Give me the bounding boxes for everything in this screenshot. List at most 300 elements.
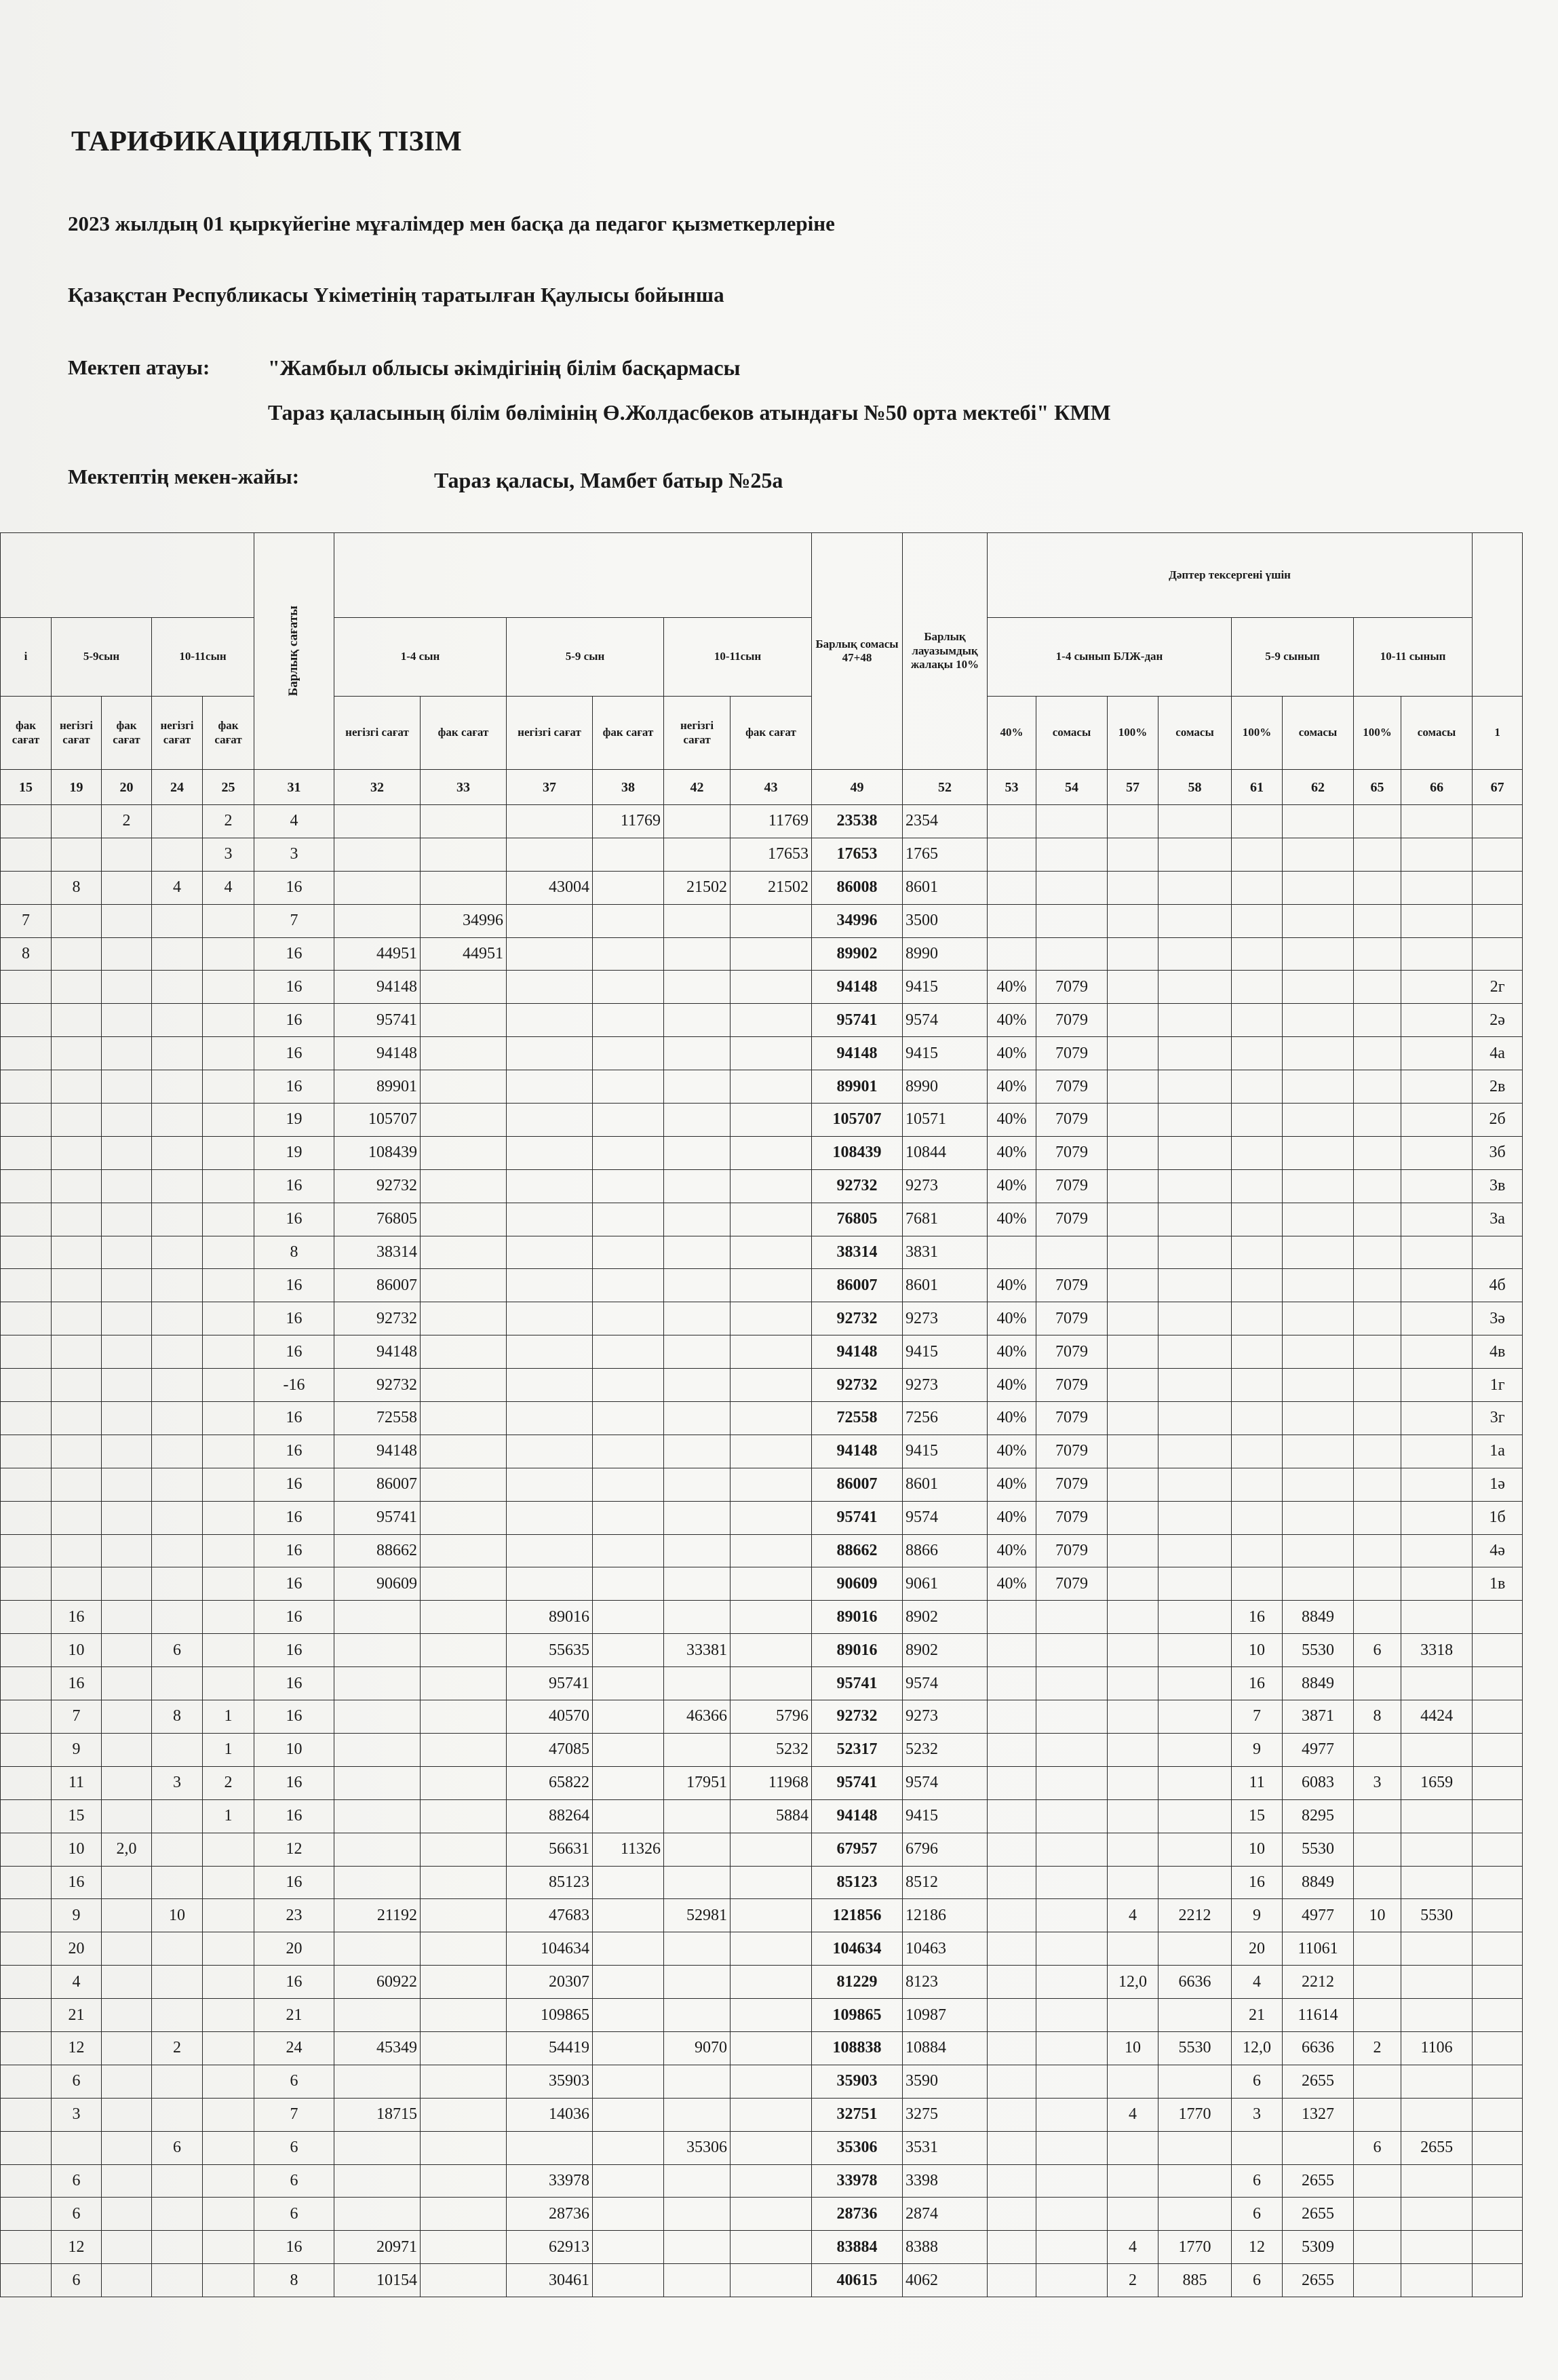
table-cell: 8 [1, 937, 52, 971]
table-cell [1473, 904, 1523, 937]
table-cell: 6 [52, 2065, 102, 2098]
table-cell: 4977 [1283, 1899, 1354, 1932]
table-row [1, 1501, 1523, 1534]
table-cell: 7079 [1036, 1534, 1108, 1567]
table-cell [152, 937, 203, 971]
table-cell [152, 2098, 203, 2131]
cut-right-sub: 1 [1473, 697, 1523, 770]
table-cell [1158, 1799, 1232, 1833]
blank-header [1, 533, 254, 618]
table-cell: 16 [254, 971, 334, 1004]
table-cell: 7079 [1036, 1203, 1108, 1236]
table-cell: 16 [1232, 1866, 1283, 1899]
table-cell [1283, 1004, 1354, 1037]
table-cell [1, 1932, 52, 1966]
table-cell [1232, 871, 1283, 904]
table-cell [507, 1369, 593, 1402]
table-cell: 24 [254, 2031, 334, 2065]
table-cell: 40615 [812, 2264, 903, 2297]
table-cell: 3 [254, 838, 334, 871]
table-cell: 6 [1354, 1634, 1401, 1667]
table-cell [1283, 871, 1354, 904]
table-cell [334, 1667, 421, 1700]
table-cell [731, 1501, 812, 1534]
table-cell [1158, 937, 1232, 971]
table-cell [421, 2198, 507, 2231]
column-number: 33 [421, 770, 507, 805]
table-row [1, 2065, 1523, 2098]
table-cell [334, 1700, 421, 1734]
table-cell [1, 1236, 52, 1269]
table-cell [507, 1567, 593, 1601]
column-number: 19 [52, 770, 102, 805]
table-cell [1108, 1534, 1158, 1567]
table-cell [421, 1037, 507, 1070]
table-cell: 4 [52, 1966, 102, 1999]
table-cell [334, 805, 421, 838]
table-cell [664, 1567, 731, 1601]
table-cell [507, 1070, 593, 1104]
table-cell: 33381 [664, 1634, 731, 1667]
table-cell [664, 1966, 731, 1999]
table-cell [421, 1999, 507, 2032]
table-cell [593, 1667, 664, 1700]
table-cell [1401, 2164, 1473, 2198]
table-cell: 86007 [812, 1269, 903, 1302]
table-cell: 76805 [812, 1203, 903, 1236]
table-cell [152, 1435, 203, 1468]
table-cell: 8866 [903, 1534, 988, 1567]
table-cell: 40% [988, 1169, 1036, 1203]
table-cell: 40% [988, 1037, 1036, 1070]
table-cell [1354, 2198, 1401, 2231]
table-cell [1108, 1999, 1158, 2032]
table-cell [1354, 1070, 1401, 1104]
table-cell [1283, 1369, 1354, 1402]
table-cell [421, 2098, 507, 2131]
table-cell: 1б [1473, 1501, 1523, 1534]
main-hour-header: негізгі сағат [334, 697, 421, 770]
table-cell [1354, 1833, 1401, 1866]
table-cell [1158, 2131, 1232, 2164]
table-cell [52, 1369, 102, 1402]
column-number: 15 [1, 770, 52, 805]
table-cell [421, 1766, 507, 1799]
table-cell [988, 871, 1036, 904]
table-cell [1401, 1567, 1473, 1601]
table-cell [102, 1004, 152, 1037]
table-cell [52, 971, 102, 1004]
table-cell [1473, 1634, 1523, 1667]
main-hour-header: негізгі сағат [664, 697, 731, 770]
table-cell: 89901 [334, 1070, 421, 1104]
table-cell [731, 937, 812, 971]
table-cell [1036, 1601, 1108, 1634]
table-cell [334, 1799, 421, 1833]
table-cell [1401, 1269, 1473, 1302]
table-cell: 12186 [903, 1899, 988, 1932]
table-cell: 2в [1473, 1070, 1523, 1104]
table-cell [1036, 2231, 1108, 2264]
table-cell: 18715 [334, 2098, 421, 2131]
table-cell [1, 1999, 52, 2032]
table-cell [152, 1369, 203, 1402]
table-cell: 40% [988, 1534, 1036, 1567]
table-cell: 92732 [334, 1369, 421, 1402]
table-cell [334, 2065, 421, 2098]
table-cell [52, 1070, 102, 1104]
table-cell [1354, 1966, 1401, 1999]
table-cell [203, 1402, 254, 1435]
table-cell [988, 1999, 1036, 2032]
table-cell [1401, 1866, 1473, 1899]
table-cell [102, 1766, 152, 1799]
table-cell [1, 2198, 52, 2231]
table-cell [988, 1866, 1036, 1899]
table-cell [1, 1269, 52, 1302]
table-cell: 2 [152, 2031, 203, 2065]
table-cell: 9061 [903, 1567, 988, 1601]
table-cell [1401, 1932, 1473, 1966]
table-row [1, 1634, 1523, 1667]
table-cell: 16 [52, 1667, 102, 1700]
table-row [1, 1269, 1523, 1302]
table-cell: 16 [254, 1302, 334, 1335]
table-cell [1108, 1468, 1158, 1501]
table-cell: 65822 [507, 1766, 593, 1799]
table-cell: 1106 [1401, 2031, 1473, 2065]
table-cell: 8 [254, 1236, 334, 1269]
table-cell [507, 1534, 593, 1567]
table-cell [1158, 1435, 1232, 1468]
table-cell [664, 2198, 731, 2231]
table-cell [988, 2264, 1036, 2297]
table-cell: 92732 [334, 1302, 421, 1335]
table-cell [1158, 1932, 1232, 1966]
table-cell [102, 971, 152, 1004]
table-cell [1283, 1104, 1354, 1137]
table-cell: 4 [1108, 2098, 1158, 2131]
table-cell [988, 1733, 1036, 1766]
table-cell [421, 1169, 507, 1203]
table-cell [1158, 1634, 1232, 1667]
table-cell [1108, 1037, 1158, 1070]
table-cell [731, 1932, 812, 1966]
column-number: 20 [102, 770, 152, 805]
table-cell [593, 1037, 664, 1070]
table-cell: 6636 [1283, 2031, 1354, 2065]
table-cell [1401, 971, 1473, 1004]
column-number: 32 [334, 770, 421, 805]
table-cell [1473, 1999, 1523, 2032]
table-cell: 8 [1354, 1700, 1401, 1734]
table-cell: 16 [254, 1501, 334, 1534]
table-cell [988, 1601, 1036, 1634]
table-cell [1, 2231, 52, 2264]
table-row [1, 1534, 1523, 1567]
table-cell [1232, 1567, 1283, 1601]
table-cell [203, 1468, 254, 1501]
table-cell: 45349 [334, 2031, 421, 2065]
table-cell [731, 2065, 812, 2098]
table-cell: 10987 [903, 1999, 988, 2032]
table-cell: 9273 [903, 1700, 988, 1734]
table-cell: 885 [1158, 2264, 1232, 2297]
table-cell [593, 1136, 664, 1169]
table-cell [1036, 1236, 1108, 1269]
table-cell [1232, 1236, 1283, 1269]
table-cell [988, 1966, 1036, 1999]
table-cell [334, 2198, 421, 2231]
table-cell [1401, 805, 1473, 838]
table-cell [1354, 1501, 1401, 1534]
table-cell: 1 [203, 1799, 254, 1833]
table-cell [334, 1601, 421, 1634]
table-cell: 6 [52, 2264, 102, 2297]
table-cell: 35306 [664, 2131, 731, 2164]
column-number: 25 [203, 770, 254, 805]
table-cell: 89901 [812, 1070, 903, 1104]
table-cell [152, 971, 203, 1004]
table-cell [102, 1866, 152, 1899]
table-cell [1401, 2065, 1473, 2098]
table-cell: 19 [254, 1136, 334, 1169]
table-cell [102, 838, 152, 871]
table-cell [1232, 971, 1283, 1004]
table-cell [334, 2164, 421, 2198]
table-cell [52, 1567, 102, 1601]
table-cell: 43004 [507, 871, 593, 904]
table-cell [152, 1136, 203, 1169]
table-cell [334, 2131, 421, 2164]
table-cell: 7 [1232, 1700, 1283, 1734]
table-cell [1, 838, 52, 871]
table-cell [1283, 971, 1354, 1004]
table-cell [1401, 1302, 1473, 1335]
fact-hour-header: фак сағат [102, 697, 152, 770]
table-cell [203, 904, 254, 937]
table-cell [1401, 1203, 1473, 1236]
table-cell: 8601 [903, 1269, 988, 1302]
table-cell [1473, 1966, 1523, 1999]
table-cell: 3 [52, 2098, 102, 2131]
table-cell: 5530 [1283, 1833, 1354, 1866]
table-cell [593, 871, 664, 904]
table-cell: 5232 [903, 1733, 988, 1766]
table-cell: 11968 [731, 1766, 812, 1799]
table-cell: 40% [988, 1435, 1036, 1468]
table-cell: 7079 [1036, 1004, 1108, 1037]
table-cell [1354, 2065, 1401, 2098]
table-cell [1036, 2098, 1108, 2131]
table-cell [593, 1733, 664, 1766]
table-cell [1354, 1037, 1401, 1070]
table-cell [421, 1866, 507, 1899]
table-cell [1232, 1004, 1283, 1037]
table-cell: 16 [254, 871, 334, 904]
table-cell [1, 2065, 52, 2098]
table-cell: 15 [1232, 1799, 1283, 1833]
group-5-9-header: 5-9 сын [507, 618, 664, 697]
table-cell [664, 1236, 731, 1269]
table-cell [421, 2065, 507, 2098]
table-cell [1, 1468, 52, 1501]
table-cell [1473, 1733, 1523, 1766]
table-cell [507, 937, 593, 971]
table-cell [988, 1799, 1036, 1833]
table-cell: 7079 [1036, 971, 1108, 1004]
table-cell [1036, 937, 1108, 971]
table-cell [593, 1369, 664, 1402]
table-cell [1036, 1966, 1108, 1999]
table-cell: 3398 [903, 2164, 988, 2198]
table-row [1, 1866, 1523, 1899]
table-cell [1158, 971, 1232, 1004]
table-cell: 8849 [1283, 1601, 1354, 1634]
column-number: 62 [1283, 770, 1354, 805]
table-cell [731, 1269, 812, 1302]
table-cell [52, 805, 102, 838]
table-cell [731, 1601, 812, 1634]
table-cell [334, 838, 421, 871]
table-cell: 9070 [664, 2031, 731, 2065]
table-cell: 40% [988, 1302, 1036, 1335]
table-cell: 11326 [593, 1833, 664, 1866]
column-number: 57 [1108, 770, 1158, 805]
table-cell [421, 1070, 507, 1104]
table-row [1, 1136, 1523, 1169]
table-cell: 108439 [334, 1136, 421, 1169]
table-cell [1, 1700, 52, 1734]
table-cell: 109865 [507, 1999, 593, 2032]
table-cell [988, 2231, 1036, 2264]
table-cell [421, 838, 507, 871]
table-cell [152, 805, 203, 838]
table-cell [203, 1999, 254, 2032]
table-cell: 5530 [1401, 1899, 1473, 1932]
table-cell: 89016 [507, 1601, 593, 1634]
table-cell [664, 1468, 731, 1501]
table-cell: 8388 [903, 2231, 988, 2264]
table-cell: 40% [988, 1104, 1036, 1137]
table-cell: 108439 [812, 1136, 903, 1169]
table-cell [664, 1733, 731, 1766]
table-cell: 28736 [812, 2198, 903, 2231]
column-number: 67 [1473, 770, 1523, 805]
table-cell [988, 1700, 1036, 1734]
table-cell [507, 1203, 593, 1236]
table-cell: 1г [1473, 1369, 1523, 1402]
table-cell [203, 1634, 254, 1667]
table-row [1, 1104, 1523, 1137]
table-cell [731, 1104, 812, 1137]
table-cell [1158, 1601, 1232, 1634]
table-cell [1473, 2131, 1523, 2164]
table-cell [52, 2131, 102, 2164]
amount-header: сомасы [1401, 697, 1473, 770]
table-cell [1, 871, 52, 904]
table-cell [152, 1302, 203, 1335]
table-cell [1158, 1203, 1232, 1236]
table-cell [731, 1203, 812, 1236]
table-cell: 7079 [1036, 1302, 1108, 1335]
government-line: Қазақстан Республикасы Үкіметінің таратылған Қаулысы бойынша [68, 283, 724, 307]
table-cell [1283, 1070, 1354, 1104]
table-cell [1158, 1302, 1232, 1335]
table-cell [664, 1601, 731, 1634]
table-cell [1401, 1136, 1473, 1169]
table-cell [1, 1866, 52, 1899]
table-cell [1401, 1534, 1473, 1567]
table-cell: 46366 [664, 1700, 731, 1734]
table-cell [203, 937, 254, 971]
table-cell [1283, 2131, 1354, 2164]
table-cell: 94148 [334, 1037, 421, 1070]
table-cell: 94148 [334, 1435, 421, 1468]
table-cell: 4 [152, 871, 203, 904]
table-cell [152, 1833, 203, 1866]
table-cell [52, 1335, 102, 1369]
table-cell: 86007 [334, 1468, 421, 1501]
table-cell [1158, 904, 1232, 937]
table-cell [152, 1402, 203, 1435]
table-cell: 6 [1232, 2264, 1283, 2297]
table-cell: 10 [52, 1634, 102, 1667]
table-cell [593, 2164, 664, 2198]
table-cell [731, 1004, 812, 1037]
table-cell [1401, 1799, 1473, 1833]
table-cell: 3а [1473, 1203, 1523, 1236]
table-cell [1, 1966, 52, 1999]
table-cell [1354, 1203, 1401, 1236]
table-cell: 4424 [1401, 1700, 1473, 1734]
table-cell [1473, 1899, 1523, 1932]
table-cell: 14036 [507, 2098, 593, 2131]
table-cell [988, 2198, 1036, 2231]
table-cell [1, 1501, 52, 1534]
table-cell [1158, 1468, 1232, 1501]
table-row [1, 1004, 1523, 1037]
table-cell: 1770 [1158, 2098, 1232, 2131]
table-cell [102, 1468, 152, 1501]
table-cell: 17653 [812, 838, 903, 871]
table-cell [52, 1269, 102, 1302]
table-cell [203, 1004, 254, 1037]
table-cell: 35903 [812, 2065, 903, 2098]
table-row [1, 2164, 1523, 2198]
table-cell: 90609 [812, 1567, 903, 1601]
table-cell [593, 1468, 664, 1501]
table-cell [102, 1335, 152, 1369]
table-cell: 40% [988, 1269, 1036, 1302]
table-cell: 1659 [1401, 1766, 1473, 1799]
table-cell: 10 [52, 1833, 102, 1866]
table-cell [203, 1037, 254, 1070]
table-cell [1036, 1833, 1108, 1866]
table-cell: 40% [988, 1203, 1036, 1236]
table-cell [1232, 1136, 1283, 1169]
table-cell [1, 1733, 52, 1766]
table-cell [52, 1169, 102, 1203]
table-cell [664, 1932, 731, 1966]
table-cell [1108, 1435, 1158, 1468]
table-cell [988, 937, 1036, 971]
table-row [1, 1435, 1523, 1468]
table-cell [102, 1203, 152, 1236]
table-cell [507, 1104, 593, 1137]
table-cell: 95741 [507, 1667, 593, 1700]
table-cell [1401, 1435, 1473, 1468]
